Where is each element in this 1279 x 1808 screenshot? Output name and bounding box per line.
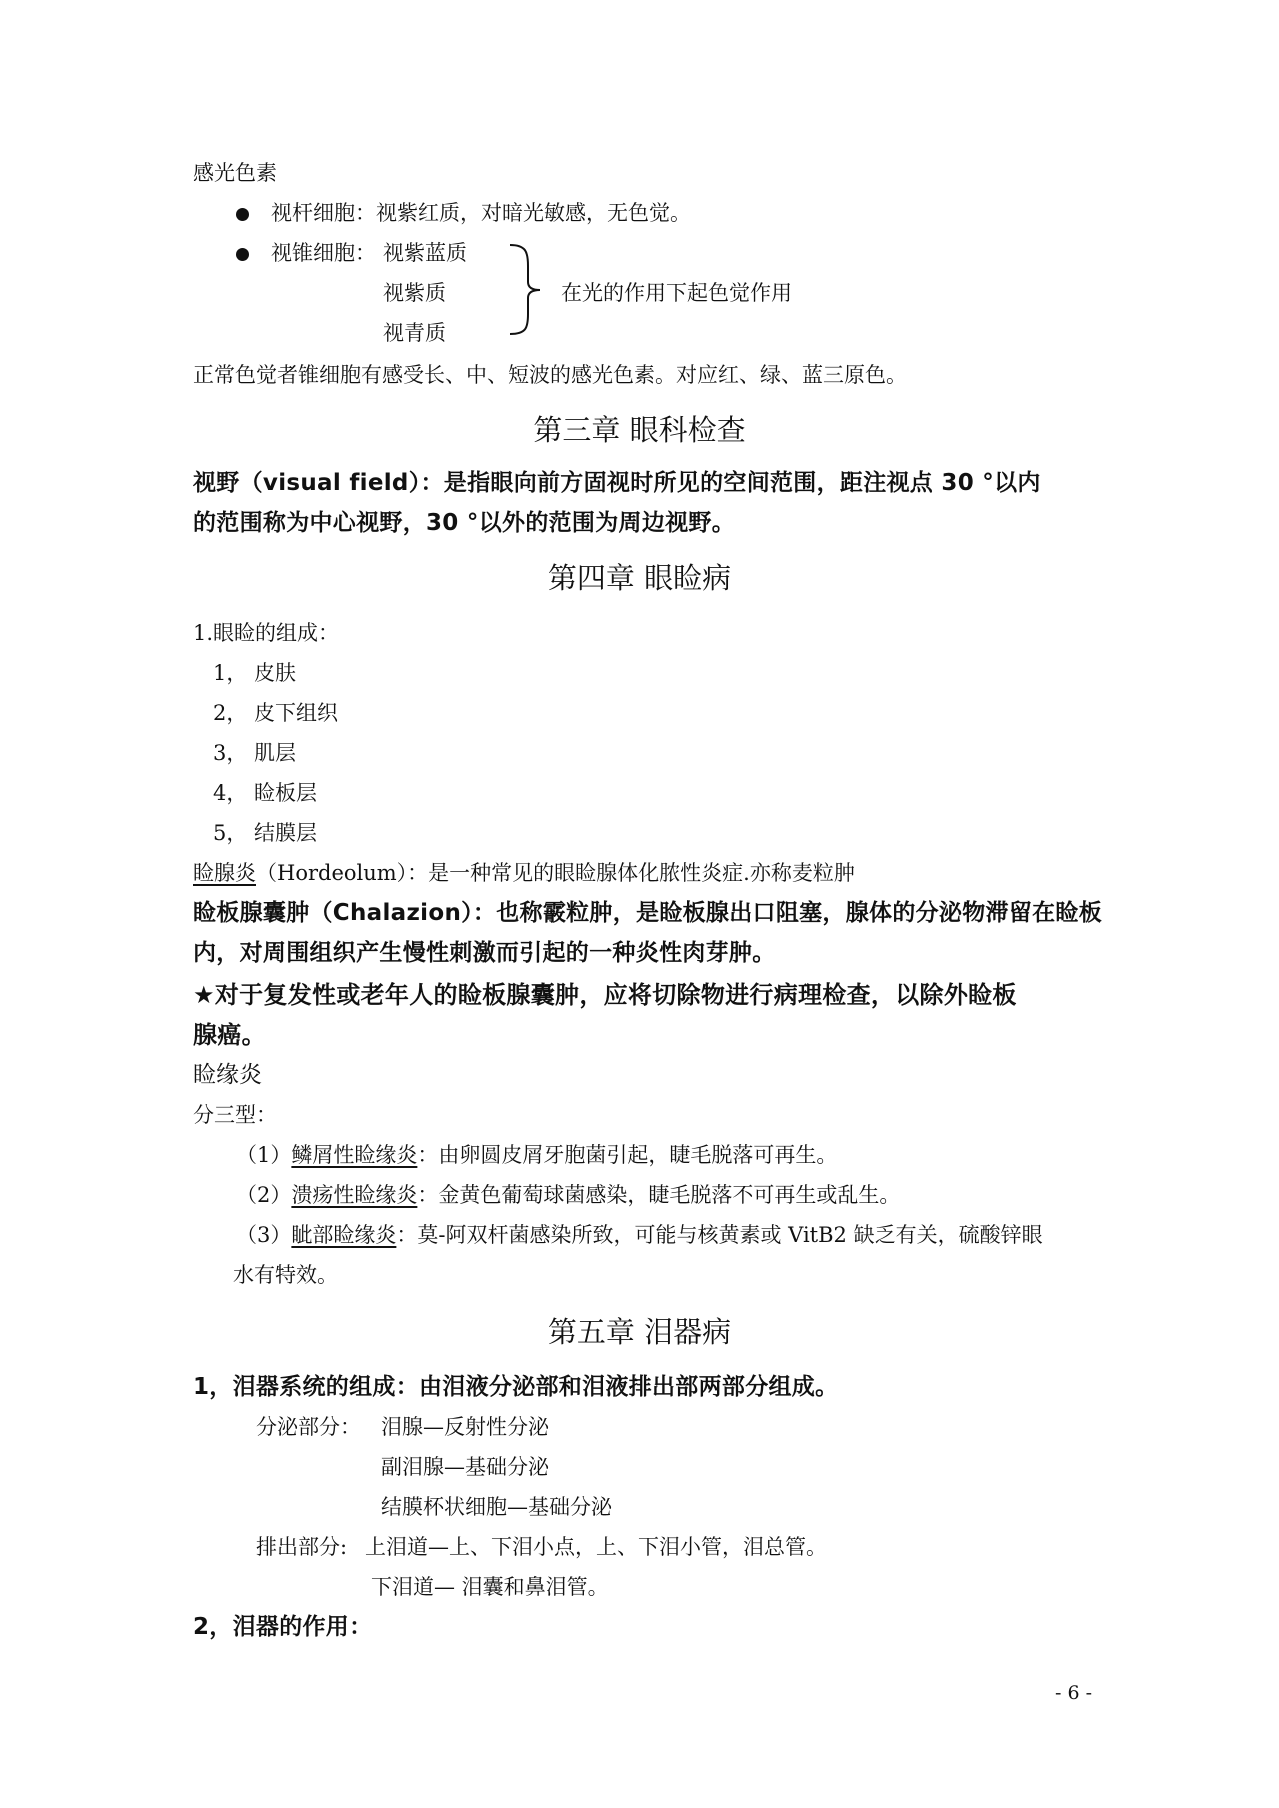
visual-field-line-2: 的范围称为中心视野，30 °以外的范围为周边视野。	[193, 510, 736, 536]
chalazion-note-line-1: ★对于复发性或老年人的睑板腺囊肿，应将切除物进行病理检查，以除外睑板	[193, 981, 1017, 1009]
chapter-4-title: 第四章 眼睑病	[547, 561, 732, 595]
eyelid-layer-2: 2， 皮下组织	[213, 701, 339, 725]
bullet-icon	[236, 208, 249, 221]
blepharitis-types-title: 分三型：	[193, 1103, 277, 1127]
hordeolum-definition: （Hordeolum）：是一种常见的眼睑腺体化脓性炎症.亦称麦粒肿	[256, 861, 855, 885]
excretory-label: 排出部分:	[256, 1535, 348, 1559]
secretory-2: 副泪腺—基础分泌	[381, 1455, 549, 1479]
eyelid-layer-1: 1， 皮肤	[213, 661, 297, 685]
section-label-photopigment: 感光色素	[193, 161, 277, 185]
type-1-term: 鳞屑性睑缘炎	[291, 1143, 418, 1167]
hordeolum-line	[193, 858, 855, 888]
lacrimal-item-1: 1，泪器系统的组成：由泪液分泌部和泪液排出部两部分组成。	[193, 1374, 839, 1400]
eyelid-composition-title: 1.眼睑的组成：	[193, 621, 340, 645]
blepharitis-title: 睑缘炎	[193, 1062, 262, 1088]
hordeolum-term: 睑腺炎	[193, 861, 256, 885]
rod-cell-line: 视杆细胞：视紫红质，对暗光敏感，无色觉。	[271, 201, 691, 225]
secretory-label: 分泌部分：	[256, 1415, 361, 1439]
chalazion-note-line-2: 腺癌。	[193, 1021, 266, 1049]
visual-field-line-1: 视野（visual field）：是指眼向前方固视时所见的空间范围，距注视点 30 °以内	[193, 470, 1041, 496]
type-3-term: 眦部睑缘炎	[291, 1223, 397, 1247]
normal-color-vision-line: 正常色觉者锥细胞有感受长、中、短波的感光色素。对应红、绿、蓝三原色。	[193, 363, 907, 387]
bullet-icon	[236, 248, 249, 261]
blepharitis-type-3: （3）眦部睑缘炎：莫-阿双杆菌感染所致，可能与核黄素或 VitB2 缺乏有关，硫酸锌眼	[236, 1223, 1043, 1247]
secretory-1: 泪腺—反射性分泌	[381, 1415, 549, 1439]
page-number: - 6 -	[1055, 1682, 1093, 1704]
blepharitis-type-2: （2）溃疡性睑缘炎：金黄色葡萄球菌感染，睫毛脱落不可再生或乱生。	[236, 1183, 901, 1207]
cone-pigment-1: 视紫蓝质	[383, 241, 467, 265]
eyelid-layer-5: 5， 结膜层	[213, 821, 318, 845]
cone-cell-label: 视锥细胞：	[271, 241, 376, 265]
cone-pigment-3: 视青质	[383, 321, 446, 345]
chapter-5-title: 第五章 泪器病	[547, 1315, 732, 1349]
chapter-3-title: 第三章 眼科检查	[533, 413, 746, 447]
lacrimal-item-2: 2，泪器的作用：	[193, 1614, 373, 1640]
brace-note: 在光的作用下起色觉作用	[561, 281, 792, 305]
type-2-term: 溃疡性睑缘炎	[291, 1183, 418, 1207]
chalazion-line-2: 内，对周围组织产生慢性刺激而引起的一种炎性肉芽肿。	[193, 940, 776, 966]
lower-lacrimal-passage: 下泪道— 泪囊和鼻泪管。	[371, 1575, 609, 1599]
cone-pigment-2: 视紫质	[383, 281, 446, 305]
upper-lacrimal-passage: 上泪道—上、下泪小点，上、下泪小管，泪总管。	[365, 1535, 827, 1559]
blepharitis-type-1: （1）鳞屑性睑缘炎：由卵圆皮屑牙胞菌引起，睫毛脱落可再生。	[236, 1143, 838, 1167]
blepharitis-type-3-cont: 水有特效。	[233, 1263, 338, 1287]
chalazion-line-1: 睑板腺囊肿（Chalazion）：也称霰粒肿，是睑板腺出口阻塞，腺体的分泌物滞留在睑板	[193, 900, 1103, 926]
right-brace-icon	[508, 242, 548, 337]
eyelid-layer-4: 4， 睑板层	[213, 781, 318, 805]
eyelid-layer-3: 3， 肌层	[213, 741, 297, 765]
secretory-3: 结膜杯状细胞—基础分泌	[381, 1495, 612, 1519]
